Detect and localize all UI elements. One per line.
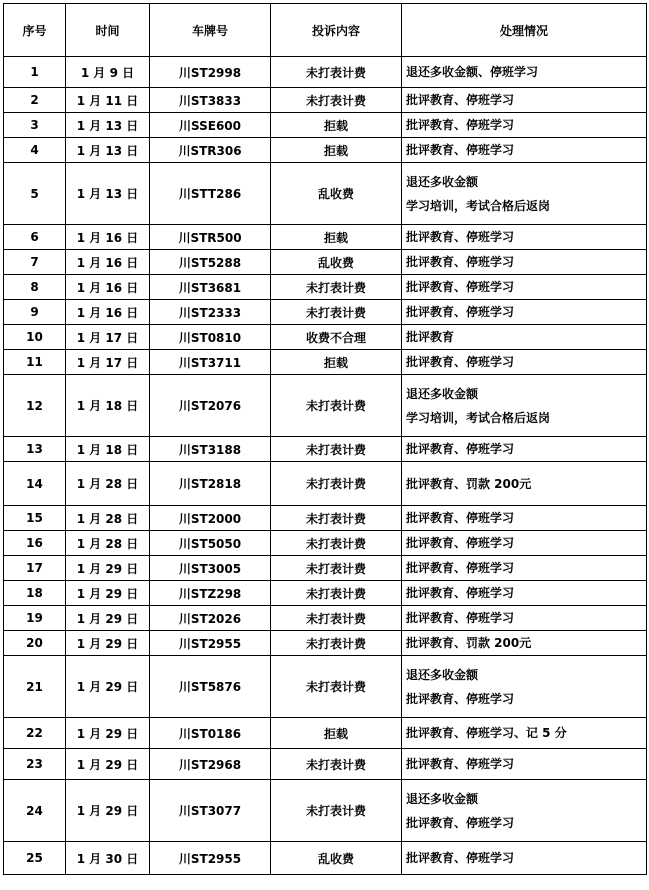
row-plate-cell: 川ST0186 (150, 718, 271, 749)
row-plate-cell: 川ST2818 (150, 462, 271, 506)
row-complaint-cell: 未打表计费 (271, 656, 402, 718)
table-row (4, 57, 647, 88)
row-complaint-cell: 未打表计费 (271, 88, 402, 113)
row-plate-cell: 川STR306 (150, 138, 271, 163)
row-date-cell: 1 月 29 日 (66, 749, 150, 780)
result-line: 批评教育、停班学习 (406, 815, 515, 830)
row-no-cell: 14 (4, 462, 66, 506)
row-plate-cell: 川ST3833 (150, 88, 271, 113)
row-no-cell: 12 (4, 375, 66, 437)
row-date-cell: 1 月 29 日 (66, 631, 150, 656)
table-row (4, 749, 647, 780)
table-row (4, 842, 647, 875)
row-complaint-cell: 乱收费 (271, 842, 402, 875)
row-result-cell (402, 88, 647, 113)
result-line: 批评教育、停班学习 (406, 561, 515, 575)
row-no-cell: 11 (4, 350, 66, 375)
row-complaint-cell: 拒载 (271, 718, 402, 749)
result-line: 学习培训，考试合格后返岗 (406, 410, 551, 425)
row-complaint-cell: 未打表计费 (271, 275, 402, 300)
row-result-cell (402, 138, 647, 163)
row-no-cell: 22 (4, 718, 66, 749)
table-row (4, 581, 647, 606)
header-complaint: 投诉内容 (271, 4, 402, 57)
row-no-cell: 20 (4, 631, 66, 656)
row-result-cell (402, 581, 647, 606)
row-date-cell: 1 月 11 日 (66, 88, 150, 113)
row-result-cell (402, 325, 647, 350)
row-date-cell: 1 月 13 日 (66, 138, 150, 163)
table-row (4, 606, 647, 631)
result-line: 批评教育、停班学习 (406, 691, 515, 706)
table-row (4, 506, 647, 531)
table-row (4, 780, 647, 842)
row-complaint-cell: 未打表计费 (271, 506, 402, 531)
table-row (4, 163, 647, 225)
row-complaint-cell: 未打表计费 (271, 531, 402, 556)
row-plate-cell: 川ST3711 (150, 350, 271, 375)
row-result-cell (402, 656, 647, 718)
row-plate-cell: 川ST3681 (150, 275, 271, 300)
row-date-cell: 1 月 17 日 (66, 325, 150, 350)
row-no-cell: 3 (4, 113, 66, 138)
result-line: 退还多收金额 (406, 667, 479, 682)
row-no-cell: 18 (4, 581, 66, 606)
result-line: 学习培训，考试合格后返岗 (406, 198, 551, 213)
row-date-cell: 1 月 16 日 (66, 250, 150, 275)
result-line: 批评教育、停班学习 (406, 305, 515, 319)
row-no-cell: 24 (4, 780, 66, 842)
row-no-cell: 10 (4, 325, 66, 350)
row-plate-cell: 川ST3077 (150, 780, 271, 842)
table-row (4, 631, 647, 656)
row-result-cell (402, 113, 647, 138)
row-result-cell (402, 531, 647, 556)
row-plate-cell: 川ST2955 (150, 842, 271, 875)
header-no: 序号 (4, 4, 66, 57)
table-row (4, 88, 647, 113)
result-line: 批评教育、停班学习 (406, 255, 515, 269)
table-row (4, 275, 647, 300)
row-date-cell: 1 月 29 日 (66, 606, 150, 631)
result-line: 批评教育、停班学习、记 5 分 (406, 726, 567, 740)
row-result-cell (402, 462, 647, 506)
row-date-cell: 1 月 28 日 (66, 506, 150, 531)
row-result-cell (402, 375, 647, 437)
row-result-cell (402, 57, 647, 88)
row-complaint-cell: 未打表计费 (271, 556, 402, 581)
result-line: 批评教育、停班学习 (406, 118, 515, 132)
row-result-cell (402, 163, 647, 225)
row-plate-cell: 川ST3188 (150, 437, 271, 462)
row-complaint-cell: 拒载 (271, 225, 402, 250)
row-no-cell: 17 (4, 556, 66, 581)
row-complaint-cell: 未打表计费 (271, 437, 402, 462)
row-result-cell (402, 556, 647, 581)
row-plate-cell: 川ST2955 (150, 631, 271, 656)
row-date-cell: 1 月 16 日 (66, 275, 150, 300)
result-line: 批评教育 (406, 330, 455, 344)
row-date-cell: 1 月 13 日 (66, 163, 150, 225)
row-date-cell: 1 月 29 日 (66, 780, 150, 842)
row-no-cell: 25 (4, 842, 66, 875)
row-complaint-cell: 拒载 (271, 350, 402, 375)
row-date-cell: 1 月 18 日 (66, 437, 150, 462)
row-plate-cell: 川ST5876 (150, 656, 271, 718)
row-no-cell: 2 (4, 88, 66, 113)
result-line: 批评教育、停班学习 (406, 143, 515, 157)
table-row (4, 300, 647, 325)
row-plate-cell: 川ST2968 (150, 749, 271, 780)
row-complaint-cell: 拒载 (271, 138, 402, 163)
result-line: 批评教育、罚款 200元 (406, 476, 532, 491)
row-result-cell (402, 749, 647, 780)
row-plate-cell: 川ST5050 (150, 531, 271, 556)
row-date-cell: 1 月 13 日 (66, 113, 150, 138)
row-result-cell (402, 606, 647, 631)
result-line: 批评教育、停班学习 (406, 355, 515, 369)
table-row (4, 225, 647, 250)
result-line: 批评教育、停班学习 (406, 586, 515, 600)
table-row (4, 437, 647, 462)
row-plate-cell: 川STZ298 (150, 581, 271, 606)
row-plate-cell: 川ST2998 (150, 57, 271, 88)
row-date-cell: 1 月 29 日 (66, 581, 150, 606)
row-no-cell: 15 (4, 506, 66, 531)
result-line: 退还多收金额 (406, 174, 479, 189)
table-row (4, 462, 647, 506)
row-result-cell (402, 300, 647, 325)
result-line: 退还多收金额、停班学习 (406, 65, 539, 79)
row-complaint-cell: 乱收费 (271, 163, 402, 225)
result-line: 批评教育、停班学习 (406, 230, 515, 244)
result-line: 批评教育、罚款 200元 (406, 636, 532, 650)
row-result-cell (402, 275, 647, 300)
result-line: 批评教育、停班学习 (406, 611, 515, 625)
row-no-cell: 21 (4, 656, 66, 718)
row-date-cell: 1 月 17 日 (66, 350, 150, 375)
row-complaint-cell: 未打表计费 (271, 749, 402, 780)
row-result-cell (402, 506, 647, 531)
result-line: 批评教育、停班学习 (406, 280, 515, 294)
row-complaint-cell: 收费不合理 (271, 325, 402, 350)
result-line: 批评教育、停班学习 (406, 851, 515, 865)
row-date-cell: 1 月 18 日 (66, 375, 150, 437)
row-complaint-cell: 未打表计费 (271, 780, 402, 842)
row-plate-cell: 川STT286 (150, 163, 271, 225)
row-date-cell: 1 月 30 日 (66, 842, 150, 875)
row-no-cell: 8 (4, 275, 66, 300)
row-complaint-cell: 乱收费 (271, 250, 402, 275)
row-result-cell (402, 225, 647, 250)
table-body (4, 57, 647, 875)
row-plate-cell: 川ST2000 (150, 506, 271, 531)
row-no-cell: 19 (4, 606, 66, 631)
table-row (4, 113, 647, 138)
row-complaint-cell: 未打表计费 (271, 581, 402, 606)
row-plate-cell: 川ST5288 (150, 250, 271, 275)
complaints-table (3, 3, 647, 875)
row-plate-cell: 川SSE600 (150, 113, 271, 138)
table-row (4, 138, 647, 163)
header-result: 处理情况 (402, 4, 647, 57)
result-line: 退还多收金额 (406, 386, 479, 401)
header-plate: 车牌号 (150, 4, 271, 57)
row-result-cell (402, 250, 647, 275)
result-line: 批评教育、停班学习 (406, 536, 515, 550)
header-row (4, 4, 647, 57)
table-row (4, 531, 647, 556)
row-plate-cell: 川ST2076 (150, 375, 271, 437)
row-complaint-cell: 未打表计费 (271, 462, 402, 506)
row-plate-cell: 川ST2026 (150, 606, 271, 631)
row-no-cell: 4 (4, 138, 66, 163)
row-plate-cell: 川ST3005 (150, 556, 271, 581)
table-row (4, 250, 647, 275)
row-date-cell: 1 月 29 日 (66, 556, 150, 581)
result-line: 批评教育、停班学习 (406, 93, 515, 107)
row-no-cell: 7 (4, 250, 66, 275)
row-result-cell (402, 350, 647, 375)
row-complaint-cell: 未打表计费 (271, 375, 402, 437)
result-line: 批评教育、停班学习 (406, 757, 515, 771)
row-date-cell: 1 月 9 日 (66, 57, 150, 88)
table-row (4, 656, 647, 718)
row-complaint-cell: 未打表计费 (271, 300, 402, 325)
table-row (4, 375, 647, 437)
result-line: 退还多收金额 (406, 791, 479, 806)
header-date: 时间 (66, 4, 150, 57)
result-line: 批评教育、停班学习 (406, 511, 515, 525)
row-result-cell (402, 718, 647, 749)
row-no-cell: 9 (4, 300, 66, 325)
row-plate-cell: 川STR500 (150, 225, 271, 250)
row-no-cell: 23 (4, 749, 66, 780)
row-result-cell (402, 631, 647, 656)
row-date-cell: 1 月 29 日 (66, 656, 150, 718)
row-plate-cell: 川ST2333 (150, 300, 271, 325)
table-row (4, 556, 647, 581)
table-row (4, 718, 647, 749)
row-date-cell: 1 月 16 日 (66, 300, 150, 325)
row-date-cell: 1 月 29 日 (66, 718, 150, 749)
row-no-cell: 5 (4, 163, 66, 225)
row-no-cell: 16 (4, 531, 66, 556)
result-line: 批评教育、停班学习 (406, 442, 515, 456)
row-complaint-cell: 未打表计费 (271, 631, 402, 656)
row-no-cell: 13 (4, 437, 66, 462)
row-plate-cell: 川ST0810 (150, 325, 271, 350)
table-row (4, 350, 647, 375)
row-date-cell: 1 月 16 日 (66, 225, 150, 250)
row-no-cell: 6 (4, 225, 66, 250)
row-result-cell (402, 842, 647, 875)
row-date-cell: 1 月 28 日 (66, 462, 150, 506)
table-row (4, 325, 647, 350)
row-complaint-cell: 未打表计费 (271, 57, 402, 88)
row-complaint-cell: 拒载 (271, 113, 402, 138)
row-result-cell (402, 437, 647, 462)
row-result-cell (402, 780, 647, 842)
row-complaint-cell: 未打表计费 (271, 606, 402, 631)
row-no-cell: 1 (4, 57, 66, 88)
row-date-cell: 1 月 28 日 (66, 531, 150, 556)
